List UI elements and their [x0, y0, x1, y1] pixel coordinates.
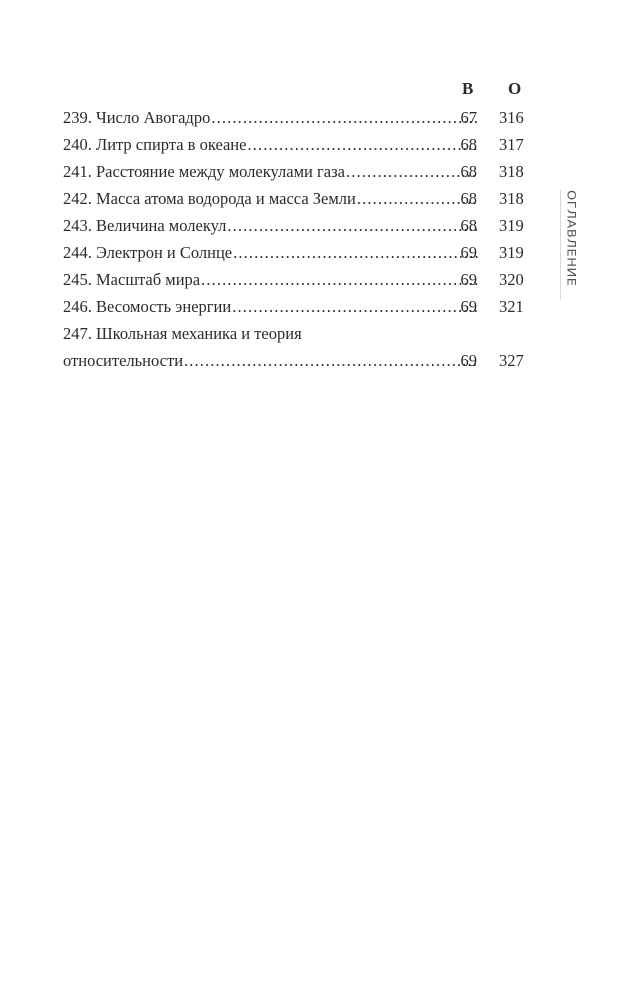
- toc-entry-page-v: 69: [460, 270, 477, 289]
- dot-leader: [232, 239, 478, 266]
- toc-entry-title: 241. Расстояние между молекулами газа: [63, 162, 345, 181]
- toc-entry-page-o: 327: [499, 351, 524, 370]
- toc-entry-page-v: 68: [460, 189, 477, 208]
- dot-leader: [246, 131, 478, 158]
- toc-entry-page-o: 318: [499, 189, 524, 208]
- toc-entry-title: 239. Число Авогадро: [63, 108, 211, 127]
- column-header-v: В: [462, 79, 474, 98]
- toc-entry-title: 245. Масштаб мира: [63, 270, 201, 289]
- toc-entry-page-o: 321: [499, 297, 524, 316]
- toc-entry[interactable]: [63, 158, 533, 185]
- toc-entry-page-v: 68: [460, 216, 477, 235]
- side-tab-label: ОГЛАВЛЕНИЕ: [564, 190, 577, 287]
- toc-entry[interactable]: [63, 293, 533, 320]
- toc-entry-page-o: 318: [499, 162, 524, 181]
- toc-entry[interactable]: [63, 212, 533, 239]
- toc-entry-title: 244. Электрон и Солнце: [63, 243, 233, 262]
- dot-leader: [226, 212, 478, 239]
- column-header-o: О: [508, 79, 522, 98]
- toc-entry-page-v: 68: [460, 135, 477, 154]
- toc-entry-title-continued: относительности: [63, 351, 184, 370]
- toc-entry-page-o: 320: [499, 270, 524, 289]
- toc-entry-page-v: 69: [460, 351, 477, 370]
- toc-entry[interactable]: [63, 131, 533, 158]
- toc-entry[interactable]: [63, 266, 533, 293]
- toc-entry-page-v: 69: [460, 243, 477, 262]
- toc-column-header: [0, 79, 644, 99]
- dot-leader: [210, 104, 478, 131]
- toc-entry-page-v: 67: [460, 108, 477, 127]
- toc-entry-title: 246. Весомость энергии: [63, 297, 232, 316]
- toc-entry-title: 247. Школьная механика и теория: [63, 324, 302, 343]
- toc-entry[interactable]: [63, 104, 533, 131]
- toc-entry-page-v: 68: [460, 162, 477, 181]
- dot-leader: [200, 266, 478, 293]
- dot-leader: [231, 293, 478, 320]
- toc-entry[interactable]: [63, 239, 533, 266]
- toc-entry[interactable]: [63, 185, 533, 212]
- toc-entry-page-o: 319: [499, 243, 524, 262]
- table-of-contents: [63, 104, 533, 374]
- toc-entry-line1[interactable]: [63, 320, 533, 347]
- toc-entry-line2[interactable]: [63, 347, 533, 374]
- dot-leader: [183, 347, 478, 374]
- toc-entry-title: 240. Литр спирта в океане: [63, 135, 247, 154]
- toc-entry-page-o: 317: [499, 135, 524, 154]
- toc-entry-page-o: 319: [499, 216, 524, 235]
- toc-entry-title: 243. Величина молекул: [63, 216, 227, 235]
- toc-entry-title: 242. Масса атома водорода и масса Земли: [63, 189, 356, 208]
- toc-entry-page-v: 69: [460, 297, 477, 316]
- toc-entry-page-o: 316: [499, 108, 524, 127]
- section-side-tab: [560, 190, 581, 300]
